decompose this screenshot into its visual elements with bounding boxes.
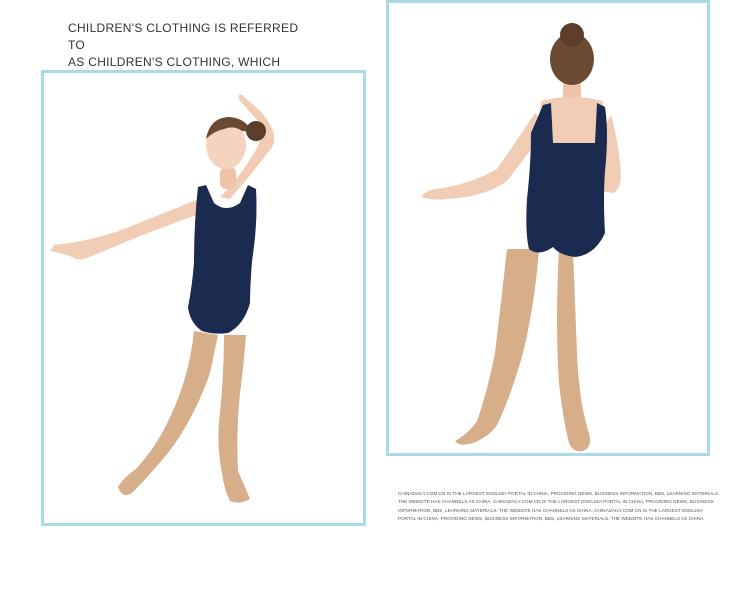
caption-line-3: INFORMATION, BBS, LEARNING MATERIALS. THE WEBSITE HAS CHANNELS AS CHINA. CHINADAILY.COM.CN IS THE LARGEST ENGLISH (398, 507, 703, 513)
heading-line-2: AS CHILDREN'S CLOTHING, WHICH (68, 55, 281, 69)
caption-line-2: THE WEBSITE HAS CHANNELS AS CHINA. CHINADAILY.COM.CN IS THE LARGEST ENGLISH PORTAL IN CHINA, PROVIDING NEWS, BUSINESS (398, 499, 714, 505)
extended-arm (50, 199, 202, 260)
left-leg (455, 249, 539, 445)
neck (220, 167, 236, 189)
photo-back-view (386, 0, 710, 456)
leotard (188, 185, 257, 334)
girl-back-illustration (389, 3, 707, 453)
left-leg (118, 331, 218, 495)
left-arm (421, 113, 547, 200)
hair-bun (560, 23, 584, 47)
heading-line-1: CHILDREN'S CLOTHING IS REFERRED TO (68, 21, 299, 52)
heading-text (68, 20, 308, 71)
caption-line-1: CHINADAILY.COM.CN IS THE LARGEST ENGLISH PORTAL IN CHINA, PROVIDING NEWS, BUSINESS INFORMATION, BBS, LEARNING MATERIALS. (398, 491, 720, 496)
caption-line-4: PORTAL IN CHINA, PROVIDING NEWS, BUSINESS INFORMATION, BBS, LEARNING MATERIALS. THE WEBSITE HAS CHANNELS AS CHINA. (398, 516, 705, 522)
girl-front-illustration (44, 73, 363, 523)
right-leg (218, 335, 250, 503)
caption-text (398, 490, 720, 524)
hair-bun (246, 121, 266, 141)
right-leg (557, 249, 590, 451)
photo-front-view (41, 70, 366, 526)
